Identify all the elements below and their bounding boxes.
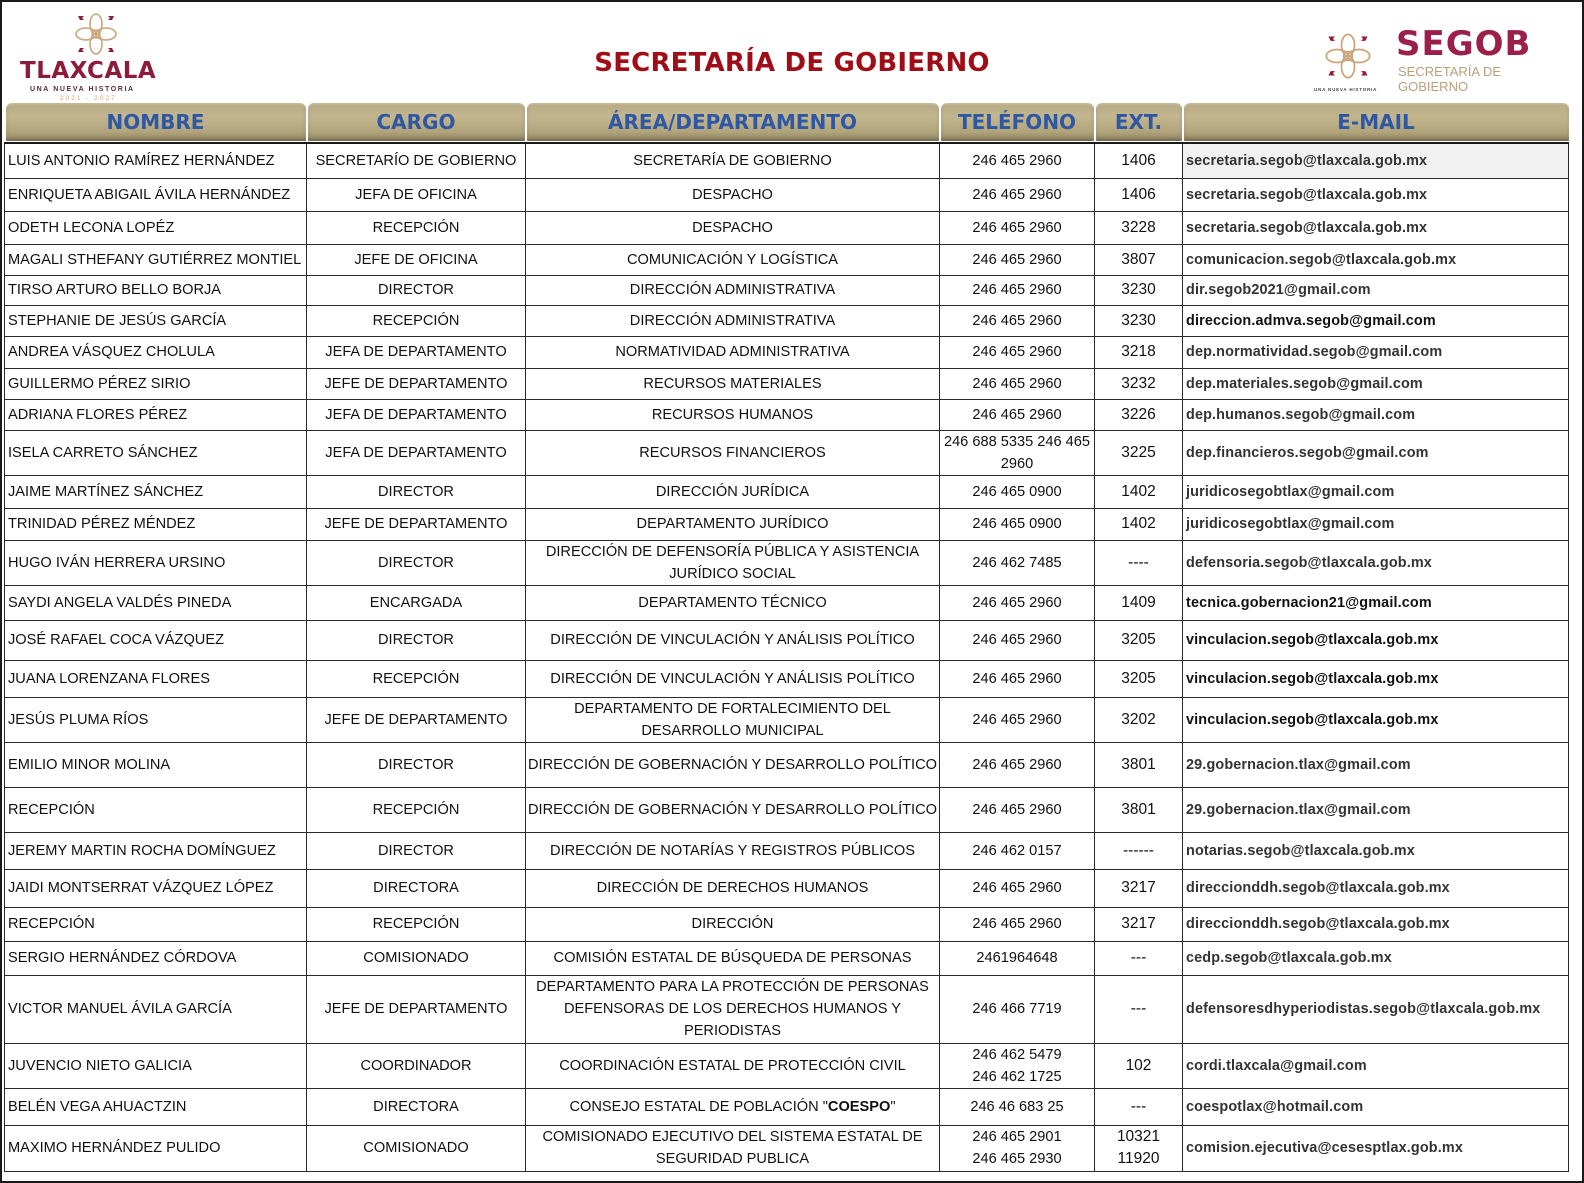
cell-area: RECURSOS MATERIALES [526,368,940,399]
table-row [5,368,1569,399]
cell-nombre: BELÉN VEGA AHUACTZIN [5,1088,307,1125]
cell-nombre: SAYDI ANGELA VALDÉS PINEDA [5,585,307,620]
cell-telefono: 246 465 2960 [940,244,1095,275]
cell-area: DIRECCIÓN DE VINCULACIÓN Y ANÁLISIS POLÍTICO [526,620,940,660]
cell-ext: ---- [1095,540,1183,585]
cell-telefono: 246 46 683 25 [940,1088,1095,1125]
cell-email[interactable]: notarias.segob@tlaxcala.gob.mx [1183,832,1569,869]
cell-telefono: 246 465 2960 [940,336,1095,368]
column-header-area: ÁREA/DEPARTAMENTO [526,102,940,143]
cell-area: RECURSOS HUMANOS [526,399,940,430]
segob-brand-text: SEGOB [1396,24,1532,64]
column-header-cargo: CARGO [307,102,526,143]
cell-nombre: VICTOR MANUEL ÁVILA GARCÍA [5,975,307,1043]
cell-area: DIRECCIÓN ADMINISTRATIVA [526,305,940,336]
cell-area: COMUNICACIÓN Y LOGÍSTICA [526,244,940,275]
cell-cargo: RECEPCIÓN [307,660,526,697]
cell-cargo: DIRECTOR [307,540,526,585]
cell-area: DIRECCIÓN DE DERECHOS HUMANOS [526,869,940,907]
cell-telefono: 246 466 7719 [940,975,1095,1043]
cell-telefono: 246 465 2960 [940,620,1095,660]
cell-telefono: 246 465 2960 [940,305,1095,336]
cell-cargo: DIRECTOR [307,832,526,869]
cell-nombre: JUANA LORENZANA FLORES [5,660,307,697]
cell-nombre: ODETH LECONA LOPÉZ [5,211,307,244]
cell-area: DIRECCIÓN DE DEFENSORÍA PÚBLICA Y ASISTENCIA JURÍDICO SOCIAL [526,540,940,585]
cell-area: RECURSOS FINANCIEROS [526,430,940,475]
cell-area: CONSEJO ESTATAL DE POBLACIÓN "COESPO" [526,1088,940,1125]
cell-ext: 3225 [1095,430,1183,475]
cell-area: DEPARTAMENTO TÉCNICO [526,585,940,620]
cell-cargo: DIRECTOR [307,475,526,508]
table-body [5,143,1569,1171]
table-row [5,742,1569,787]
cell-cargo: COORDINADOR [307,1043,526,1088]
cell-cargo: DIRECTOR [307,275,526,305]
cell-nombre: ANDREA VÁSQUEZ CHOLULA [5,336,307,368]
cell-cargo: JEFA DE OFICINA [307,178,526,211]
cell-cargo: COMISIONADO [307,941,526,975]
cell-email[interactable]: vinculacion.segob@tlaxcala.gob.mx [1183,620,1569,660]
cell-nombre: LUIS ANTONIO RAMÍREZ HERNÁNDEZ [5,143,307,178]
cell-nombre: JEREMY MARTIN ROCHA DOMÍNGUEZ [5,832,307,869]
cell-area: DESPACHO [526,211,940,244]
cell-email[interactable]: dep.financieros.segob@gmail.com [1183,430,1569,475]
cell-telefono: 246 462 5479 246 462 1725 [940,1043,1095,1088]
column-header-nombre: NOMBRE [5,102,307,143]
page-title: SECRETARÍA DE GOBIERNO [594,48,990,78]
cell-telefono: 246 462 0157 [940,832,1095,869]
cell-ext: 3232 [1095,368,1183,399]
cell-ext: 3226 [1095,399,1183,430]
cell-cargo: RECEPCIÓN [307,907,526,941]
cell-telefono: 246 465 0900 [940,508,1095,540]
cell-area: DESPACHO [526,178,940,211]
cell-ext: 3230 [1095,305,1183,336]
cell-cargo: JEFA DE DEPARTAMENTO [307,430,526,475]
table-row [5,143,1569,178]
table-row [5,660,1569,697]
cell-email[interactable]: 29.gobernacion.tlax@gmail.com [1183,742,1569,787]
column-header-telefono: TELÉFONO [940,102,1095,143]
table-row [5,336,1569,368]
cell-ext: 1402 [1095,508,1183,540]
table-row [5,1043,1569,1088]
table-row [5,832,1569,869]
table-row [5,1125,1569,1171]
segob-subtitle [1398,64,1501,94]
table-row [5,975,1569,1043]
cell-area: DIRECCIÓN JURÍDICA [526,475,940,508]
cell-email[interactable]: dep.materiales.segob@gmail.com [1183,368,1569,399]
cell-ext: 3228 [1095,211,1183,244]
cell-nombre: GUILLERMO PÉREZ SIRIO [5,368,307,399]
cell-email[interactable]: vinculacion.segob@tlaxcala.gob.mx [1183,697,1569,742]
cell-nombre: JESÚS PLUMA RÍOS [5,697,307,742]
column-header-ext: EXT. [1095,102,1183,143]
cell-ext: 3205 [1095,620,1183,660]
table-row [5,430,1569,475]
cell-cargo: RECEPCIÓN [307,211,526,244]
cell-email[interactable]: direccion.admva.segob@gmail.com [1183,305,1569,336]
column-header-email: E-MAIL [1183,102,1569,143]
table-row [5,399,1569,430]
cell-nombre: ISELA CARRETO SÁNCHEZ [5,430,307,475]
cell-telefono: 246 465 0900 [940,475,1095,508]
cell-cargo: JEFE DE DEPARTAMENTO [307,368,526,399]
cell-ext: --- [1095,1088,1183,1125]
cell-nombre: MAXIMO HERNÁNDEZ PULIDO [5,1125,307,1171]
cell-ext: 3202 [1095,697,1183,742]
tlaxcala-years: 2021 - 2027 [60,95,117,102]
cell-cargo: JEFA DE DEPARTAMENTO [307,399,526,430]
cell-email[interactable]: coespotlax@hotmail.com [1183,1088,1569,1125]
cell-ext: 3205 [1095,660,1183,697]
cell-area: DEPARTAMENTO PARA LA PROTECCIÓN DE PERSONAS DEFENSORAS DE LOS DERECHOS HUMANOS Y PERIODISTAS [526,975,940,1043]
cell-ext: 10321 11920 [1095,1125,1183,1171]
cell-email[interactable]: vinculacion.segob@tlaxcala.gob.mx [1183,660,1569,697]
cell-nombre: ADRIANA FLORES PÉREZ [5,399,307,430]
directory-table [4,102,1569,1172]
cell-area: COMISIONADO EJECUTIVO DEL SISTEMA ESTATAL DE SEGURIDAD PUBLICA [526,1125,940,1171]
cell-email[interactable]: juridicosegobtlax@gmail.com [1183,508,1569,540]
cell-ext: 1402 [1095,475,1183,508]
coespo-emphasis: COESPO [827,1098,891,1115]
cell-nombre: TIRSO ARTURO BELLO BORJA [5,275,307,305]
table-header [5,102,1569,143]
cell-cargo: JEFE DE DEPARTAMENTO [307,975,526,1043]
cell-cargo: JEFA DE DEPARTAMENTO [307,336,526,368]
cell-nombre: JAIME MARTÍNEZ SÁNCHEZ [5,475,307,508]
cell-telefono: 246 465 2960 [940,275,1095,305]
cell-email[interactable]: dep.humanos.segob@gmail.com [1183,399,1569,430]
cell-email[interactable]: cedp.segob@tlaxcala.gob.mx [1183,941,1569,975]
page-header [2,2,1582,102]
cell-cargo: RECEPCIÓN [307,787,526,832]
cell-cargo: ENCARGADA [307,585,526,620]
cell-cargo: DIRECTOR [307,742,526,787]
cell-nombre: STEPHANIE DE JESÚS GARCÍA [5,305,307,336]
cell-email[interactable]: dep.normatividad.segob@gmail.com [1183,336,1569,368]
cell-ext: ------ [1095,832,1183,869]
cell-email[interactable]: juridicosegobtlax@gmail.com [1183,475,1569,508]
cell-cargo: JEFE DE DEPARTAMENTO [307,508,526,540]
table-row [5,697,1569,742]
cell-ext: 3801 [1095,742,1183,787]
cell-ext: 3230 [1095,275,1183,305]
cell-cargo: JEFE DE DEPARTAMENTO [307,697,526,742]
cell-telefono: 246 465 2960 [940,697,1095,742]
cell-area: DIRECCIÓN [526,907,940,941]
cell-telefono: 246 465 2960 [940,907,1095,941]
cell-ext: 102 [1095,1043,1183,1088]
cell-nombre: EMILIO MINOR MOLINA [5,742,307,787]
table-row [5,211,1569,244]
cell-ext: 1406 [1095,143,1183,178]
segob-subtitle-line2: GOBIERNO [1398,79,1469,94]
cell-area: DEPARTAMENTO JURÍDICO [526,508,940,540]
cell-area: DIRECCIÓN ADMINISTRATIVA [526,275,940,305]
table-row [5,869,1569,907]
cell-email[interactable]: direccionddh.segob@tlaxcala.gob.mx [1183,869,1569,907]
cell-ext: 3801 [1095,787,1183,832]
cell-email[interactable]: defensoria.segob@tlaxcala.gob.mx [1183,540,1569,585]
cell-cargo: COMISIONADO [307,1125,526,1171]
cell-nombre: HUGO IVÁN HERRERA URSINO [5,540,307,585]
table-row [5,787,1569,832]
cell-email[interactable]: dir.segob2021@gmail.com [1183,275,1569,305]
cell-area: DIRECCIÓN DE GOBERNACIÓN Y DESARROLLO POLÍTICO [526,742,940,787]
segob-subtitle-line1: SECRETARÍA DE [1398,64,1502,79]
table-row [5,275,1569,305]
cell-email[interactable]: comunicacion.segob@tlaxcala.gob.mx [1183,244,1569,275]
cell-email[interactable]: 29.gobernacion.tlax@gmail.com [1183,787,1569,832]
table-row [5,540,1569,585]
cell-telefono: 246 465 2960 [940,178,1095,211]
cell-ext: 3217 [1095,907,1183,941]
cell-nombre: TRINIDAD PÉREZ MÉNDEZ [5,508,307,540]
cell-cargo: DIRECTOR [307,620,526,660]
cell-ext: 3218 [1095,336,1183,368]
cell-nombre: JUVENCIO NIETO GALICIA [5,1043,307,1088]
table-row [5,585,1569,620]
cell-telefono: 246 465 2960 [940,869,1095,907]
cell-telefono: 246 465 2960 [940,787,1095,832]
cell-email[interactable]: secretaria.segob@tlaxcala.gob.mx [1183,211,1569,244]
table-row [5,305,1569,336]
cell-ext: --- [1095,975,1183,1043]
cell-email[interactable]: defensoresdhyperiodistas.segob@tlaxcala.gob.mx [1183,975,1569,1043]
cell-nombre: ENRIQUETA ABIGAIL ÁVILA HERNÁNDEZ [5,178,307,211]
cell-email[interactable]: secretaria.segob@tlaxcala.gob.mx [1183,143,1569,178]
flower-emblem-icon [1322,30,1374,82]
cell-cargo: DIRECTORA [307,869,526,907]
segob-tagline: UNA NUEVA HISTORIA [1314,87,1378,92]
table-row [5,907,1569,941]
cell-nombre: MAGALI STHEFANY GUTIÉRREZ MONTIEL [5,244,307,275]
table-row [5,244,1569,275]
cell-telefono: 246 465 2901 246 465 2930 [940,1125,1095,1171]
cell-telefono: 246 465 2960 [940,660,1095,697]
cell-area: SECRETARÍA DE GOBIERNO [526,143,940,178]
cell-area: DIRECCIÓN DE VINCULACIÓN Y ANÁLISIS POLÍTICO [526,660,940,697]
cell-cargo: SECRETARÍO DE GOBIERNO [307,143,526,178]
table-row [5,178,1569,211]
cell-cargo: DIRECTORA [307,1088,526,1125]
tlaxcala-brand-text: TLAXCALA [20,58,157,84]
cell-ext: 3217 [1095,869,1183,907]
table-row [5,941,1569,975]
cell-area: DIRECCIÓN DE NOTARÍAS Y REGISTROS PÚBLICOS [526,832,940,869]
cell-telefono: 246 688 5335 246 465 2960 [940,430,1095,475]
cell-cargo: JEFE DE OFICINA [307,244,526,275]
cell-telefono: 246 465 2960 [940,399,1095,430]
cell-area: DEPARTAMENTO DE FORTALECIMIENTO DEL DESARROLLO MUNICIPAL [526,697,940,742]
table-row [5,620,1569,660]
cell-telefono: 246 465 2960 [940,585,1095,620]
cell-email[interactable]: cordi.tlaxcala@gmail.com [1183,1043,1569,1088]
cell-ext: --- [1095,941,1183,975]
cell-area: COORDINACIÓN ESTATAL DE PROTECCIÓN CIVIL [526,1043,940,1088]
segob-logo [1312,26,1572,98]
cell-email[interactable]: comision.ejecutiva@cesesptlax.gob.mx [1183,1125,1569,1171]
cell-nombre: SERGIO HERNÁNDEZ CÓRDOVA [5,941,307,975]
cell-ext: 1406 [1095,178,1183,211]
table-row [5,508,1569,540]
cell-email[interactable]: secretaria.segob@tlaxcala.gob.mx [1183,178,1569,211]
cell-telefono: 246 465 2960 [940,143,1095,178]
cell-telefono: 246 465 2960 [940,742,1095,787]
cell-telefono: 246 462 7485 [940,540,1095,585]
cell-nombre: JOSÉ RAFAEL COCA VÁZQUEZ [5,620,307,660]
cell-area: DIRECCIÓN DE GOBERNACIÓN Y DESARROLLO POLÍTICO [526,787,940,832]
cell-cargo: RECEPCIÓN [307,305,526,336]
tlaxcala-tagline: UNA NUEVA HISTORIA [30,86,135,93]
cell-telefono: 246 465 2960 [940,368,1095,399]
cell-email[interactable]: direccionddh.segob@tlaxcala.gob.mx [1183,907,1569,941]
cell-area: NORMATIVIDAD ADMINISTRATIVA [526,336,940,368]
cell-email[interactable]: tecnica.gobernacion21@gmail.com [1183,585,1569,620]
cell-nombre: RECEPCIÓN [5,907,307,941]
cell-ext: 3807 [1095,244,1183,275]
cell-nombre: JAIDI MONTSERRAT VÁZQUEZ LÓPEZ [5,869,307,907]
cell-telefono: 2461964648 [940,941,1095,975]
table-row [5,475,1569,508]
cell-nombre: RECEPCIÓN [5,787,307,832]
cell-area: COMISIÓN ESTATAL DE BÚSQUEDA DE PERSONAS [526,941,940,975]
cell-ext: 1409 [1095,585,1183,620]
table-row [5,1088,1569,1125]
cell-telefono: 246 465 2960 [940,211,1095,244]
